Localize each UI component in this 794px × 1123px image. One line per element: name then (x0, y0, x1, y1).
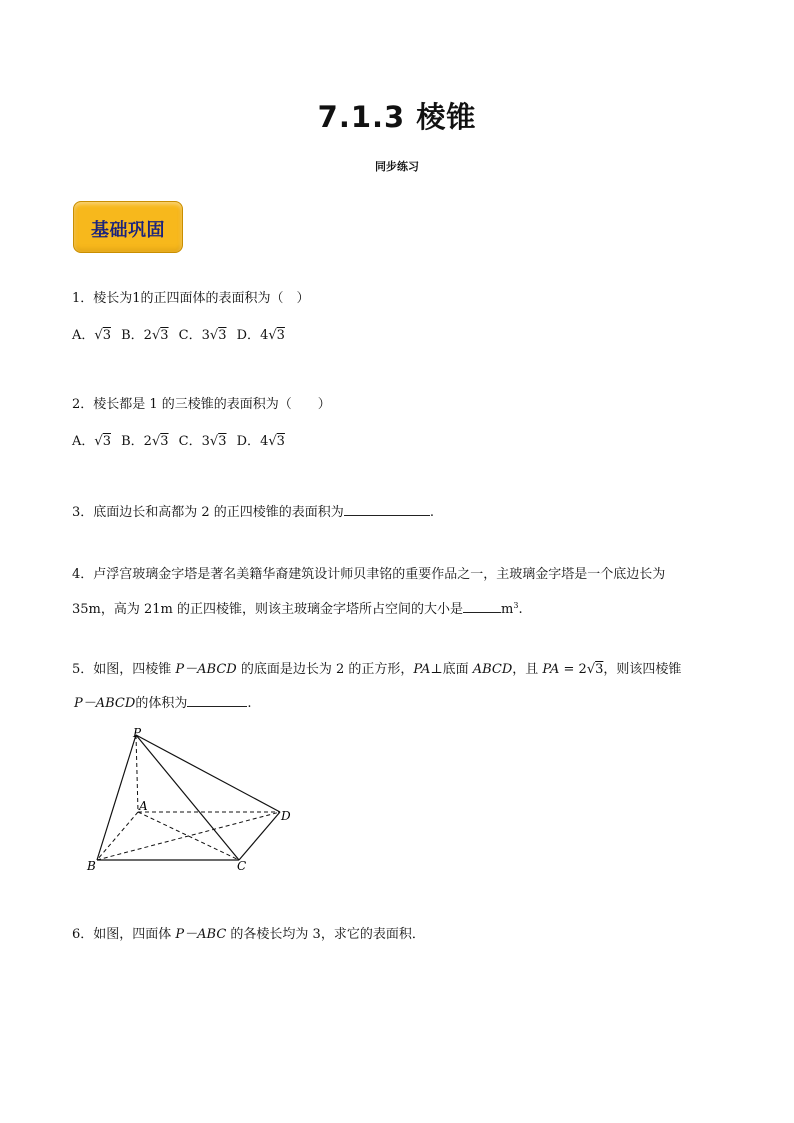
question-5-line-2: P－ABCD的体积为 . (74, 696, 252, 711)
question-3-text: 3．底面边长和高都为 2 的正四棱锥的表面积为 (72, 505, 344, 520)
edge-ab (97, 812, 138, 860)
option-c: C．3√3 (178, 434, 227, 449)
question-2-options (72, 434, 291, 450)
edge-pa (136, 735, 138, 812)
pyramid-figure (84, 726, 299, 876)
option-a: A．√3 (72, 434, 111, 449)
option-b: B．2√3 (121, 328, 169, 343)
label-a: A (139, 799, 148, 813)
question-4-line-1: 4．卢浮宫玻璃金字塔是著名美籍华裔建筑设计师贝聿铭的重要作品之一，主玻璃金字塔是一个底边长为 (72, 567, 666, 582)
question-4-line-2: 35m，高为 21m 的正四棱锥，则该主玻璃金字塔所占空间的大小是 $m^3$. (72, 601, 523, 617)
option-a: A．√3 (72, 328, 111, 343)
edge-pc (136, 735, 239, 860)
question-3: 3．底面边长和高都为 2 的正四棱锥的表面积为 . (72, 505, 434, 520)
answer-blank (344, 503, 430, 516)
section-badge-label: 基础巩固 (91, 220, 165, 241)
label-p: P (133, 726, 142, 740)
diagonal-bd (97, 812, 280, 860)
edge-pd (136, 735, 280, 812)
page-subtitle: 同步练习 (375, 160, 419, 173)
option-c: C．3√3 (178, 328, 227, 343)
label-b: B (87, 859, 96, 873)
label-d: D (281, 809, 291, 823)
question-1-text: 1．棱长为1的正四面体的表面积为（ ） (72, 291, 310, 306)
edge-pb (97, 735, 136, 860)
page-title: 7.1.3 棱锥 (317, 100, 477, 134)
option-b: B．2√3 (121, 434, 169, 449)
question-5-line-1: 5．如图，四棱锥 P－ABCD 的底面是边长为 2 的正方形，PA⊥底面 ABCD，且 PA = 2√3，则该四棱锥 (72, 662, 682, 677)
answer-blank (187, 694, 247, 707)
option-d: D．4√3 (236, 434, 285, 449)
question-2-text: 2．棱长都是 1 的三棱锥的表面积为（ ） (72, 397, 331, 412)
edge-cd (239, 812, 280, 860)
question-6: 6．如图，四面体 P－ABC 的各棱长均为 3，求它的表面积． (72, 927, 425, 942)
option-d: D．4√3 (236, 328, 285, 343)
question-1-options (72, 328, 291, 344)
label-c: C (237, 859, 247, 873)
answer-blank (463, 600, 501, 613)
